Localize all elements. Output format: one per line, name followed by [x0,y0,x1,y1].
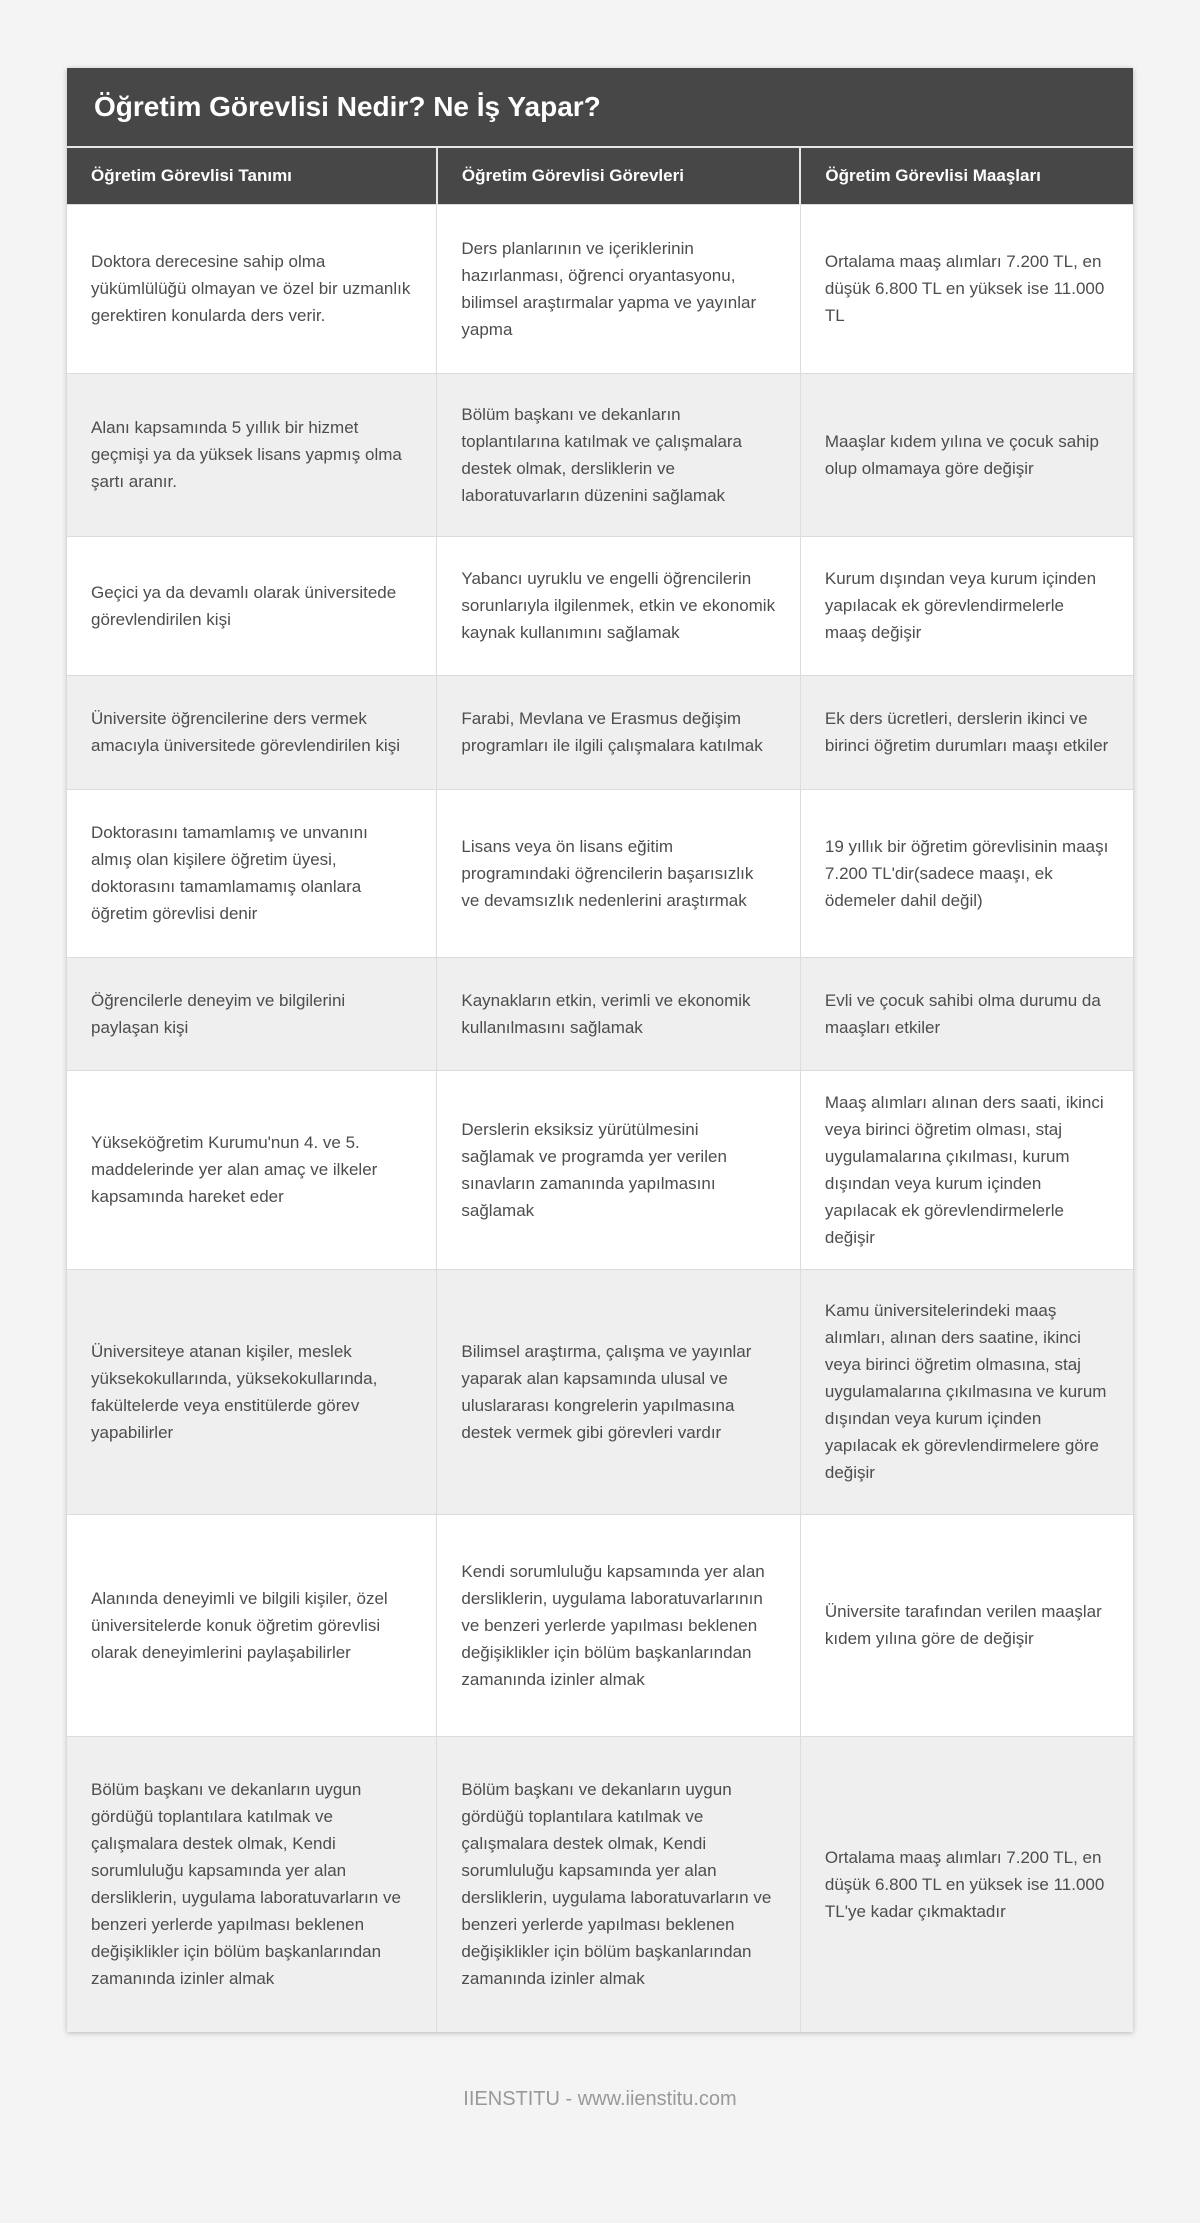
table-row [67,1070,1133,1269]
cell-tanim: Alanında deneyimli ve bilgili kişiler, özel üniversitelerde konuk öğretim görevlisi olarak deneyimlerini paylaşabilirler [67,1514,437,1736]
footer-credit: IIENSTITU - www.iienstitu.com [463,2088,737,2110]
cell-gorev: Derslerin eksiksiz yürütülmesini sağlamak ve programda yer verilen sınavların zamanında yapılmasını sağlamak [437,1070,801,1269]
cell-tanim: Bölüm başkanı ve dekanların uygun gördüğü toplantılara katılmak ve çalışmalara destek olmak, Kendi sorumluluğu kapsamında yer alan dersliklerin, uygulama laboratuvarların ve benzeri yerlerde yapılması beklenen değişiklikler için bölüm başkanlarından zamanında izinler almak [67,1736,437,2032]
table-row [67,1736,1133,2032]
cell-maas: Ortalama maaş alımları 7.200 TL, en düşük 6.800 TL en yüksek ise 11.000 TL [800,204,1133,373]
cell-maas: Evli ve çocuk sahibi olma durumu da maaşları etkiler [800,957,1133,1070]
info-table [67,148,1133,2032]
cell-maas: Kurum dışından veya kurum içinden yapılacak ek görevlendirmelerle maaş değişir [800,536,1133,675]
cell-gorev: Lisans veya ön lisans eğitim programındaki öğrencilerin başarısızlık ve devamsızlık nedenlerini araştırmak [437,789,801,957]
cell-gorev: Bölüm başkanı ve dekanların toplantılarına katılmak ve çalışmalara destek olmak, dersliklerin ve laboratuvarların düzenini sağlamak [437,373,801,536]
table-row [67,957,1133,1070]
cell-gorev: Bilimsel araştırma, çalışma ve yayınlar yaparak alan kapsamında ulusal ve uluslararası kongrelerin yapılmasına destek vermek gibi görevleri vardır [437,1269,801,1514]
cell-tanim: Üniversite öğrencilerine ders vermek amacıyla üniversitede görevlendirilen kişi [67,675,437,789]
cell-gorev: Yabancı uyruklu ve engelli öğrencilerin sorunlarıyla ilgilenmek, etkin ve ekonomik kaynak kullanımını sağlamak [437,536,801,675]
cell-tanim: Doktora derecesine sahip olma yükümlülüğü olmayan ve özel bir uzmanlık gerektiren konularda ders verir. [67,204,437,373]
table-row [67,1269,1133,1514]
cell-tanim: Üniversiteye atanan kişiler, meslek yüksekokullarında, yüksekokullarında, fakültelerde veya enstitülerde görev yapabilirler [67,1269,437,1514]
cell-tanim: Yükseköğretim Kurumu'nun 4. ve 5. maddelerinde yer alan amaç ve ilkeler kapsamında hareket eder [67,1070,437,1269]
cell-gorev: Kendi sorumluluğu kapsamında yer alan dersliklerin, uygulama laboratuvarlarının ve benzeri yerlerde yapılması beklenen değişiklikler için bölüm başkanlarından zamanında izinler almak [437,1514,801,1736]
cell-maas: 19 yıllık bir öğretim görevlisinin maaşı 7.200 TL'dir(sadece maaşı, ek ödemeler dahil değil) [800,789,1133,957]
cell-maas: Ek ders ücretleri, derslerin ikinci ve birinci öğretim durumları maaşı etkiler [800,675,1133,789]
cell-maas: Maaşlar kıdem yılına ve çocuk sahip olup olmamaya göre değişir [800,373,1133,536]
column-header-gorevleri: Öğretim Görevlisi Görevleri [437,148,801,204]
cell-tanim: Alanı kapsamında 5 yıllık bir hizmet geçmişi ya da yüksek lisans yapmış olma şartı aranır. [67,373,437,536]
cell-maas: Kamu üniversitelerindeki maaş alımları, alınan ders saatine, ikinci veya birinci öğretim olmasına, staj uygulamalarına çıkılmasına ve kurum dışından veya kurum içinden yapılacak ek görevlendirmelere göre değişir [800,1269,1133,1514]
cell-gorev: Kaynakların etkin, verimli ve ekonomik kullanılmasını sağlamak [437,957,801,1070]
cell-tanim: Doktorasını tamamlamış ve unvanını almış olan kişilere öğretim üyesi, doktorasını tamamlamamış olanlara öğretim görevlisi denir [67,789,437,957]
cell-tanim: Geçici ya da devamlı olarak üniversitede görevlendirilen kişi [67,536,437,675]
header-row [67,148,1133,204]
cell-maas: Üniversite tarafından verilen maaşlar kıdem yılına göre de değişir [800,1514,1133,1736]
cell-maas: Ortalama maaş alımları 7.200 TL, en düşük 6.800 TL en yüksek ise 11.000 TL'ye kadar çıkmaktadır [800,1736,1133,2032]
cell-maas: Maaş alımları alınan ders saati, ikinci veya birinci öğretim olması, staj uygulamalarına çıkılması, kurum dışından veya kurum içinden yapılacak ek görevlendirmelerle değişir [800,1070,1133,1269]
table-row [67,675,1133,789]
cell-gorev: Farabi, Mevlana ve Erasmus değişim programları ile ilgili çalışmalara katılmak [437,675,801,789]
table-row [67,204,1133,373]
column-header-maaslari: Öğretim Görevlisi Maaşları [800,148,1133,204]
table-row [67,789,1133,957]
table-row [67,1514,1133,1736]
cell-gorev: Ders planlarının ve içeriklerinin hazırlanması, öğrenci oryantasyonu, bilimsel araştırmalar yapma ve yayınlar yapma [437,204,801,373]
table-row [67,373,1133,536]
cell-gorev: Bölüm başkanı ve dekanların uygun gördüğü toplantılara katılmak ve çalışmalara destek olmak, Kendi sorumluluğu kapsamında yer alan dersliklerin, uygulama laboratuvarların ve benzeri yerlerde yapılması beklenen değişiklikler için bölüm başkanlarından zamanında izinler almak [437,1736,801,2032]
cell-tanim: Öğrencilerle deneyim ve bilgilerini paylaşan kişi [67,957,437,1070]
page-title: Öğretim Görevlisi Nedir? Ne İş Yapar? [67,68,1133,148]
table-card [67,68,1133,2032]
table-row [67,536,1133,675]
column-header-tanimi: Öğretim Görevlisi Tanımı [67,148,437,204]
